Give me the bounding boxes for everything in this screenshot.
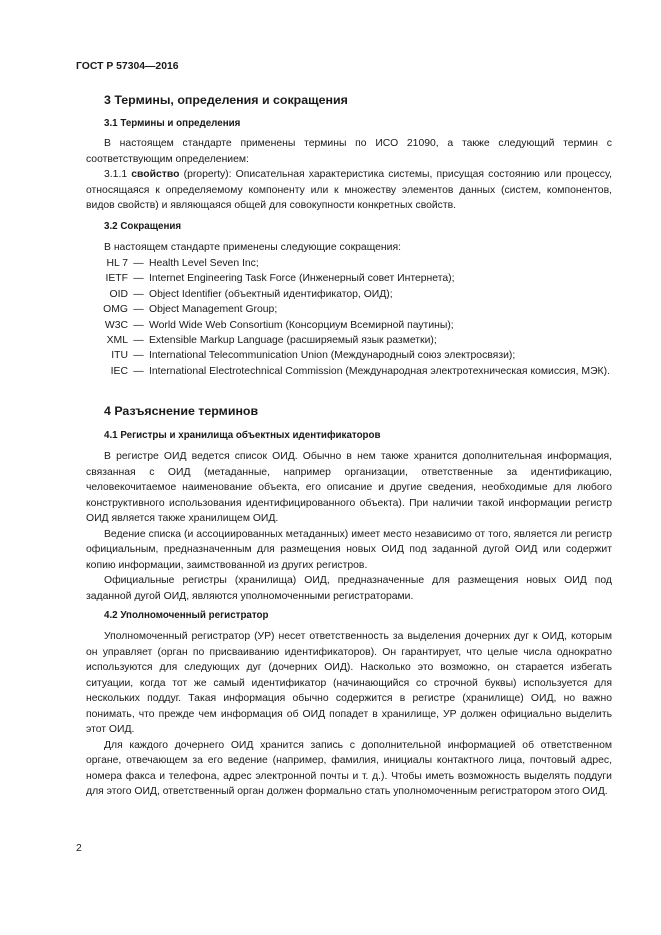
paragraph: В настоящем стандарте применены термины по ИСО 21090, а также следующий термин с соответствующим определением: bbox=[86, 138, 612, 165]
abbreviation-dash: — bbox=[133, 319, 144, 331]
term-number: 3.1.1 bbox=[104, 169, 128, 180]
abbreviation-item bbox=[86, 271, 612, 286]
abbreviation-code: OMG bbox=[103, 304, 128, 316]
subsection-3-1-title: 3.1 Термины и определения bbox=[104, 118, 241, 129]
abbreviation-dash: — bbox=[133, 273, 144, 285]
subsection-3-2-title: 3.2 Сокращения bbox=[104, 221, 182, 232]
abbreviation-item bbox=[86, 333, 612, 348]
section-4-title: 4 Разъяснение терминов bbox=[104, 404, 259, 418]
abbreviation-item bbox=[86, 256, 612, 271]
subsection-3-1-body bbox=[86, 136, 612, 214]
abbreviation-definition: Health Level Seven Inc; bbox=[149, 258, 259, 269]
paragraph: В регистре ОИД ведется список ОИД. Обычно в нем также хранится дополнительная информация, связанная с ОИД (метаданные, например организации, ответственные за идентификацию, человекочитаемое наименование объекта, его описание и другие сведения, необходимые для любого конструктивного использования идентифицированного объекта). При наличии такой информации регистр ОИД является также хранилищем ОИД. bbox=[86, 451, 612, 524]
paragraph: В настоящем стандарте применены следующие сокращения: bbox=[104, 242, 401, 253]
abbreviation-item bbox=[86, 287, 612, 302]
subsection-4-1-title: 4.1 Регистры и хранилища объектных идентификаторов bbox=[104, 430, 381, 441]
abbreviation-definition: Extensible Markup Language (расширяемый язык разметки); bbox=[149, 335, 437, 347]
abbreviation-item bbox=[86, 302, 612, 317]
term-definition bbox=[86, 167, 612, 214]
paragraph: Для каждого дочернего ОИД хранится запись с дополнительной информацией об ответственном органе, отвечающем за его ведение (например, фамилия, инициалы контактного лица, почтовый адрес, номера факса и телефона, адрес электронной почты и т. д.). Чтобы иметь возможность выделять поддуги для этого ОИД, ответственный орган должен формально стать уполномоченным регистратором этого ОИД. bbox=[86, 739, 612, 797]
abbreviations-intro-block bbox=[86, 240, 612, 256]
subsection-4-2-body bbox=[86, 629, 612, 800]
abbreviation-dash: — bbox=[133, 365, 144, 377]
abbreviation-code: IEC bbox=[110, 365, 128, 377]
abbreviation-definition: International Electrotechnical Commission (Международная электротехническая комиссия, МЭК). bbox=[149, 365, 610, 377]
abbreviation-dash: — bbox=[133, 350, 144, 362]
term-text: (property): Описательная характеристика системы, присущая состоянию или процессу, относящаяся к определяемому компоненту или к множеству элементов данных (систем, компонентов, видов свойств) и являющаяся общей для совокупности конкретных свойств. bbox=[86, 169, 612, 211]
abbreviation-item bbox=[86, 348, 612, 363]
abbreviation-definition: International Telecommunication Union (Международный союз электросвязи); bbox=[149, 350, 516, 362]
abbreviation-dash: — bbox=[133, 258, 144, 269]
abbreviation-code: W3C bbox=[104, 319, 128, 331]
abbreviation-definition: World Wide Web Consortium (Консорциум Всемирной паутины); bbox=[149, 319, 454, 331]
abbreviation-definition: Object Identifier (объектный идентификатор, ОИД); bbox=[149, 288, 393, 300]
paragraph: Уполномоченный регистратор (УР) несет ответственность за выделения дочерних дуг к ОИД, которым он управляет (орган по присваиванию идентификаторов). Он гарантирует, что целые числа однократно используются для следующих дуг (дочерних ОИД). Насколько это возможно, он старается избегать ситуации, когда тот же самый идентификатор (начинающийся со строчной буквы) используется для нескольких поддуг. Такая информация обычно содержится в регистре (хранилище) ОИД, но важно понимать, что прежде чем информация об ОИД попадет в хранилище, УР должен официально выделить этот ОИД. bbox=[86, 631, 612, 735]
abbreviation-code: OID bbox=[109, 288, 128, 300]
section-3-title: 3 Термины, определения и сокращения bbox=[104, 93, 348, 107]
abbreviation-definition: Object Management Group; bbox=[149, 304, 278, 316]
abbreviations-list bbox=[86, 256, 612, 379]
abbreviation-item bbox=[86, 318, 612, 333]
abbreviation-dash: — bbox=[133, 335, 144, 347]
abbreviation-code: XML bbox=[106, 335, 128, 347]
abbreviation-code: ITU bbox=[111, 350, 128, 362]
page-number: 2 bbox=[76, 843, 82, 854]
document-header: ГОСТ Р 57304—2016 bbox=[76, 61, 179, 72]
abbreviation-dash: — bbox=[133, 304, 144, 316]
subsection-4-1-body bbox=[86, 449, 612, 604]
abbreviation-code: IETF bbox=[105, 273, 128, 285]
abbreviation-code: HL 7 bbox=[106, 258, 128, 269]
abbreviation-item bbox=[86, 364, 612, 379]
paragraph: Ведение списка (и ассоциированных метаданных) имеет место независимо от того, является ли регистр официальным, предназначенным для размещения новых ОИД под заданной дугой ОИД или содержит копию информации, заимствованной из других регистров. bbox=[86, 528, 612, 571]
abbreviation-definition: Internet Engineering Task Force (Инженерный совет Интернета); bbox=[149, 273, 455, 285]
term-word: свойство bbox=[131, 169, 180, 180]
abbreviation-dash: — bbox=[133, 288, 144, 300]
paragraph: Официальные регистры (хранилища) ОИД, предназначенные для размещения новых ОИД под заданной дугой ОИД, являются уполномоченными регистраторами. bbox=[86, 575, 612, 602]
subsection-4-2-title: 4.2 Уполномоченный регистратор bbox=[104, 610, 269, 621]
